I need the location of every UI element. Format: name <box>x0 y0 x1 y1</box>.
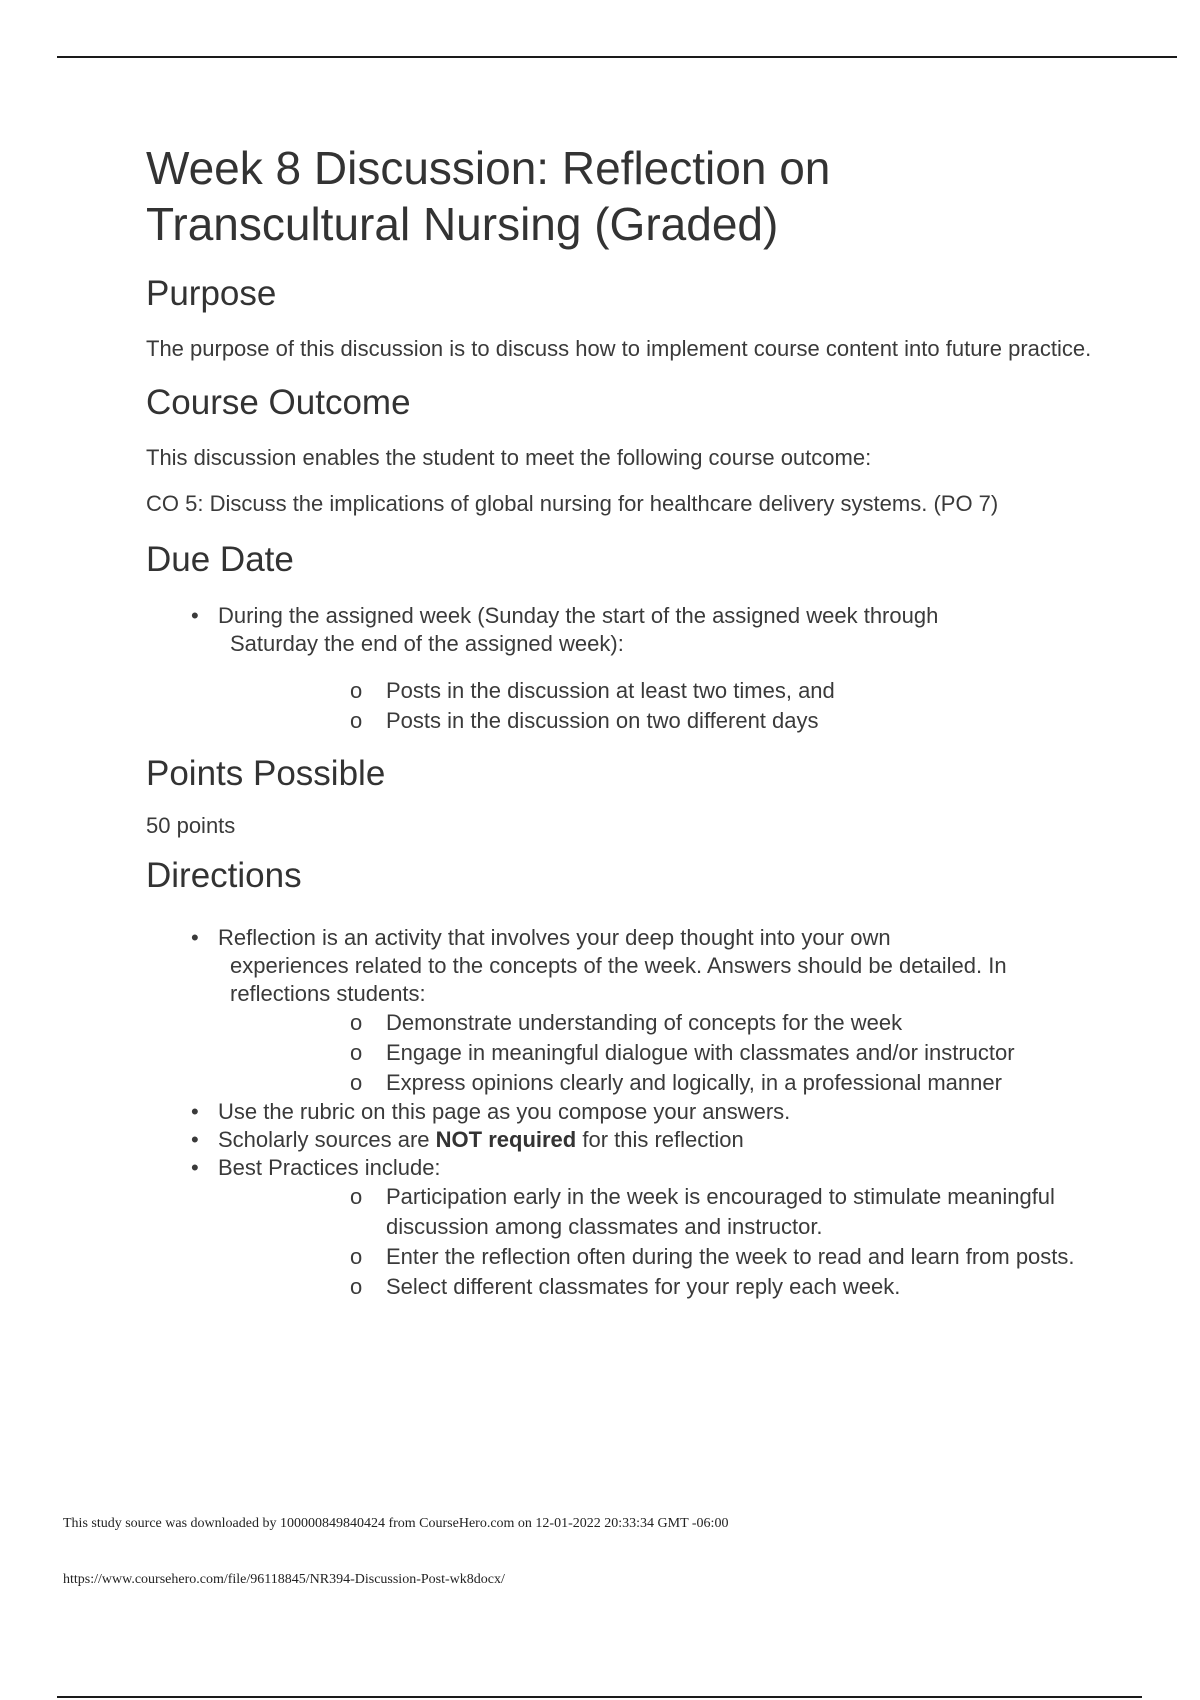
list-item: o Express opinions clearly and logically, in a professional manner <box>218 1068 1106 1098</box>
list-item: o Demonstrate understanding of concepts for the week <box>218 1008 1106 1038</box>
due-date-sublist <box>218 676 1106 736</box>
source-url[interactable]: https://www.coursehero.com/file/96118845/NR394-Discussion-Post-wk8docx/ <box>63 1572 505 1587</box>
due-date-bullet-line1: • During the assigned week (Sunday the start of the assigned week through <box>218 603 939 628</box>
list-item: o Engage in meaningful dialogue with classmates and/or instructor <box>218 1038 1106 1068</box>
course-outcome-heading: Course Outcome <box>146 383 411 422</box>
list-item: o Select different classmates for your reply each week. <box>218 1272 1106 1302</box>
best-practices-label: • Best Practices include: <box>218 1155 441 1180</box>
course-outcome-co: CO 5: Discuss the implications of global nursing for healthcare delivery systems. (PO 7) <box>146 491 999 516</box>
points-heading: Points Possible <box>146 754 386 793</box>
list-item: o Posts in the discussion at least two times, and <box>218 676 1106 706</box>
directions-bullet-reflection <box>146 924 1106 1098</box>
sources-text-pre: Scholarly sources are <box>218 1127 436 1152</box>
list-item: o Enter the reflection often during the week to read and learn from posts. <box>218 1242 1106 1272</box>
due-date-bullet <box>146 602 1106 736</box>
purpose-heading: Purpose <box>146 274 277 313</box>
sources-text-post: for this reflection <box>576 1127 744 1152</box>
directions-bullet-line2: experiences related to the concepts of the week. Answers should be detailed. In <box>230 953 1007 978</box>
due-date-bullet-line2: Saturday the end of the assigned week): <box>230 631 624 656</box>
sources-text-bold: NOT required <box>435 1127 577 1152</box>
points-value: 50 points <box>146 813 236 838</box>
purpose-text: The purpose of this discussion is to discuss how to implement course content into future practice. <box>146 336 1092 361</box>
directions-bullet-rubric: • Use the rubric on this page as you compose your answers. <box>146 1098 1106 1126</box>
directions-bullet-sources <box>146 1126 1106 1154</box>
download-note: This study source was downloaded by 100000849840424 from CourseHero.com on 12-01-2022 20:33:34 GMT -06:00 <box>63 1516 729 1531</box>
reflection-sublist <box>218 1008 1106 1098</box>
directions-list <box>146 924 1106 1302</box>
directions-heading: Directions <box>146 856 302 895</box>
document-body <box>146 140 1106 1302</box>
list-item: o Participation early in the week is encouraged to stimulate meaningful discussion among classmates and instructor. <box>218 1182 1106 1242</box>
directions-bullet-line3: reflections students: <box>230 981 426 1006</box>
due-date-list <box>146 602 1106 736</box>
page-title: Week 8 Discussion: Reflection on Transcultural Nursing (Graded) <box>146 142 831 250</box>
bottom-divider <box>57 1696 1142 1698</box>
directions-bullet-best-practices <box>146 1154 1106 1302</box>
directions-bullet-line1: • Reflection is an activity that involves your deep thought into your own <box>218 925 891 950</box>
list-item: o Posts in the discussion on two different days <box>218 706 1106 736</box>
due-date-heading: Due Date <box>146 540 294 579</box>
top-divider <box>57 56 1177 58</box>
best-practices-sublist <box>218 1182 1106 1302</box>
course-outcome-intro: This discussion enables the student to meet the following course outcome: <box>146 445 872 470</box>
